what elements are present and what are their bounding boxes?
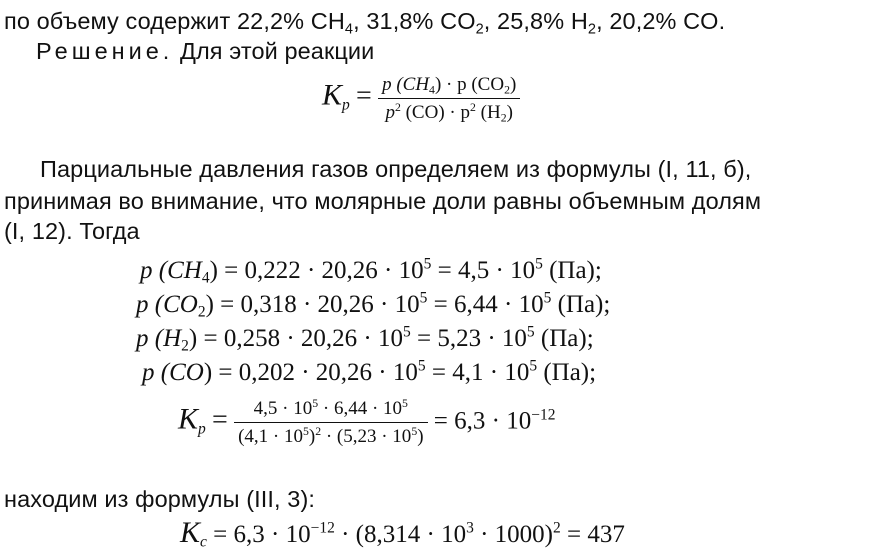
equals-sign: = — [356, 80, 372, 112]
denominator-text: ) — [506, 102, 513, 123]
superscript: 5 — [529, 357, 538, 375]
pressure-unit: (Па); — [551, 291, 611, 318]
paragraph-line-1 — [40, 154, 751, 184]
superscript: 5 — [302, 424, 309, 438]
denominator-text: (H — [475, 102, 501, 123]
subscript: c — [200, 533, 207, 551]
equals-sign: = — [212, 404, 228, 436]
composition-text-co: , 20,2% CO. — [596, 8, 726, 34]
pressure-result: = 4,1 · 10 — [425, 359, 530, 386]
subscript: p — [198, 420, 206, 438]
paragraph-text: Парциальные давления газов определяем из формулы (I, 11, б), — [40, 156, 752, 182]
denominator-text: ) — [308, 426, 316, 447]
numerator-text: · 6,44 · 10 — [318, 398, 403, 419]
subscript: 4 — [344, 21, 354, 38]
subscript: 4 — [201, 269, 210, 287]
pressure-expression: ) = 0,258 · 20,26 · 10 — [188, 325, 403, 352]
subscript: 4 — [429, 83, 435, 97]
superscript: −12 — [531, 406, 556, 424]
kp-formula — [322, 74, 520, 124]
kp-numeric-denominator — [234, 423, 427, 448]
superscript: −12 — [310, 519, 335, 537]
subscript: 2 — [500, 111, 507, 125]
kp-numerator — [378, 74, 520, 99]
pressure-line-ch4 — [140, 256, 602, 286]
numerator-text: ) · p (CO — [434, 74, 505, 95]
kp-numeric-numerator — [234, 398, 427, 423]
pressure-expression: ) = 0,202 · 20,26 · 10 — [203, 359, 418, 386]
superscript: 5 — [402, 323, 411, 341]
numerator-text: p (CH — [382, 74, 430, 95]
superscript: 5 — [411, 424, 418, 438]
pressure-result: = 4,5 · 10 — [431, 257, 536, 284]
solution-heading: Решение. — [36, 38, 174, 64]
pressure-result: = 5,23 · 10 — [410, 325, 527, 352]
denominator-text: ) — [417, 426, 424, 447]
superscript: 5 — [535, 255, 543, 273]
superscript: 5 — [543, 289, 552, 307]
denominator-text: (CO) · p — [400, 102, 470, 123]
pressure-unit: (Па); — [534, 325, 594, 352]
kc-result: = 437 — [560, 521, 625, 548]
denominator-text: · (5,23 · 10 — [321, 426, 412, 447]
subscript: 2 — [475, 21, 484, 38]
kp-numeric-fraction — [234, 398, 427, 448]
superscript: 2 — [394, 100, 401, 114]
superscript: 5 — [417, 357, 426, 375]
denominator-text: (4,1 · 10 — [238, 426, 303, 447]
kc-expression: · (8,314 · 10 — [334, 521, 467, 548]
pressure-label: p (CH — [140, 257, 202, 284]
pressure-result: = 6,44 · 10 — [427, 291, 544, 318]
denominator-text: p — [385, 102, 395, 123]
superscript: 2 — [315, 424, 322, 438]
superscript: 5 — [312, 396, 319, 410]
subscript: 2 — [181, 337, 189, 355]
pressure-unit: (Па); — [542, 257, 602, 284]
superscript: 5 — [423, 255, 432, 273]
pressure-line-co — [142, 358, 596, 388]
superscript: 3 — [466, 519, 474, 537]
superscript: 5 — [526, 323, 535, 341]
composition-line — [4, 6, 725, 36]
paragraph-text: (I, 12). Тогда — [4, 218, 140, 244]
paragraph-line-2 — [4, 186, 761, 216]
subscript: 2 — [504, 83, 510, 97]
pressure-line-co2 — [136, 290, 610, 320]
superscript: 5 — [402, 396, 408, 410]
kp-symbol: K — [322, 78, 343, 112]
composition-text-co2: , 31,8% CO — [353, 8, 476, 34]
pressure-unit: (Па); — [537, 359, 597, 386]
kc-symbol: K — [180, 516, 201, 549]
pressure-label: p (H — [136, 325, 182, 352]
kp-symbol: K — [178, 402, 199, 436]
subscript: p — [342, 96, 350, 114]
pressure-label: p (CO — [136, 291, 198, 318]
superscript: 2 — [469, 100, 476, 114]
kp-denominator — [378, 99, 520, 124]
paragraph-line-4 — [4, 484, 315, 514]
solution-line — [36, 36, 374, 66]
kp-numeric-formula — [178, 398, 555, 448]
kp-numeric-result: = 6,3 · 10 — [433, 407, 532, 435]
subscript: 2 — [197, 303, 206, 321]
paragraph-text: находим из формулы (III, 3): — [4, 486, 315, 512]
kc-expression: = 6,3 · 10 — [213, 521, 311, 548]
paragraph-line-3 — [4, 216, 140, 246]
numerator-text: 4,5 · 10 — [253, 398, 313, 419]
kc-expression: · 1000) — [473, 521, 553, 548]
paragraph-text: принимая во внимание, что молярные доли равны объемным долям — [4, 188, 762, 214]
subscript: 2 — [587, 21, 597, 38]
pressure-line-h2 — [136, 324, 594, 354]
pressure-expression: ) = 0,222 · 20,26 · 10 — [209, 257, 424, 284]
pressure-label: p (CO — [142, 359, 204, 386]
kp-fraction — [378, 74, 520, 124]
composition-text-h2: , 25,8% H — [483, 8, 588, 34]
solution-text: Для этой реакции — [179, 38, 375, 64]
composition-text-ch4: по объему содержит 22,2% CH — [4, 8, 345, 34]
pressure-expression: ) = 0,318 · 20,26 · 10 — [205, 291, 420, 318]
numerator-text: ) — [509, 74, 517, 95]
superscript: 5 — [419, 289, 428, 307]
kc-formula — [180, 518, 625, 550]
superscript: 2 — [552, 519, 561, 537]
